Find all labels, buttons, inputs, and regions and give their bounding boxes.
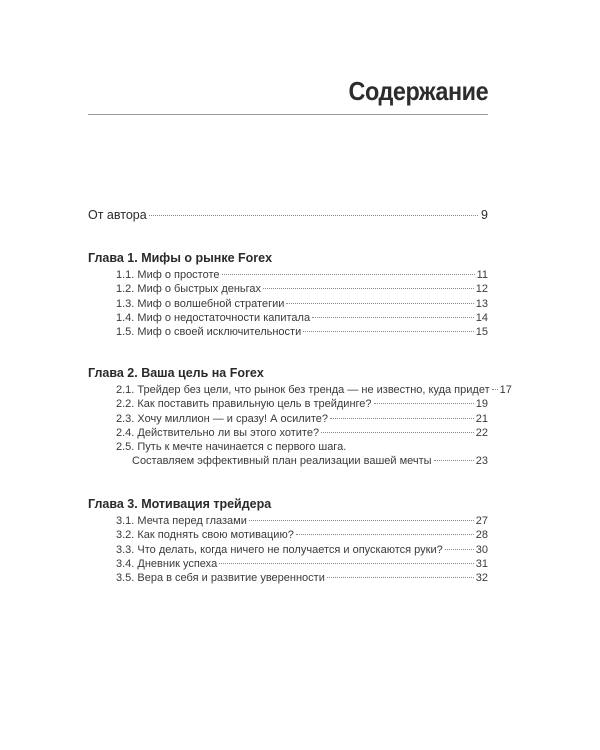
toc-entry-label: 3.3. Что делать, когда ничего не получается и опускаются руки? [116, 543, 443, 556]
toc-entry-page: 9 [481, 208, 488, 222]
toc-entry[interactable] [88, 426, 488, 440]
toc-entry[interactable] [88, 311, 488, 325]
toc-entry-page: 15 [475, 325, 488, 338]
toc-entry[interactable] [88, 282, 488, 296]
toc-entry-page: 31 [475, 557, 488, 570]
page-title: Содержание [348, 76, 488, 106]
toc-entry-page: 11 [476, 269, 488, 282]
toc-entry[interactable] [88, 297, 488, 311]
dot-leader [303, 331, 474, 332]
toc-entry[interactable] [88, 397, 488, 411]
toc-entry-page: 28 [475, 529, 488, 542]
dot-leader [330, 418, 474, 419]
toc-entry-label: 1.3. Миф о волшебной стратегии [116, 297, 285, 310]
dot-leader [327, 577, 474, 578]
dot-leader [296, 534, 474, 535]
dot-leader [286, 303, 473, 304]
dot-leader [445, 549, 474, 550]
toc-entry-label: 3.2. Как поднять свою мотивацию? [116, 529, 294, 542]
toc-entry-first-line[interactable]: 2.5. Путь к мечте начинается с первого шага. [116, 440, 347, 453]
toc-entry[interactable] [88, 268, 488, 282]
toc-entry-label: 2.4. Действительно ли вы этого хотите? [116, 426, 320, 439]
table-of-contents [88, 208, 512, 585]
toc-entry-label: 1.4. Миф о недостаточности капитала [116, 311, 311, 324]
toc-entry-label: 1.1. Миф о простоте [116, 269, 220, 282]
toc-entry-label: Составляем эффективный план реализации вашей мечты [132, 455, 432, 468]
dot-leader [263, 288, 474, 289]
toc-entry[interactable] [88, 383, 512, 397]
toc-entry-label: 2.1. Трейдер без цели, что рынок без тренда — не известно, куда придет [116, 384, 490, 397]
toc-entry[interactable] [88, 454, 488, 468]
toc-entry-author[interactable] [88, 208, 488, 222]
toc-entry[interactable] [88, 571, 488, 585]
toc-entry-page: 13 [475, 297, 488, 310]
toc-entry[interactable] [88, 412, 488, 426]
toc-entry-page: 27 [475, 515, 488, 528]
dot-leader [374, 403, 474, 404]
toc-entry[interactable] [88, 528, 488, 542]
toc-entry-page: 17 [499, 384, 512, 397]
toc-entry-page: 12 [475, 283, 488, 296]
toc-entry-page: 19 [475, 398, 488, 411]
toc-entry-page: 22 [475, 426, 488, 439]
toc-entry[interactable] [88, 557, 488, 571]
toc-entry-label: От автора [88, 208, 147, 222]
toc-entry[interactable] [88, 325, 488, 339]
toc-entry-page: 21 [475, 412, 488, 425]
dot-leader [492, 389, 498, 390]
dot-leader [219, 563, 474, 564]
toc-entry-label: 1.5. Миф о своей исключительности [116, 325, 302, 338]
toc-entry-label: 1.2. Миф о быстрых деньгах [116, 283, 262, 296]
toc-entry-page: 23 [475, 455, 488, 468]
toc-entry-label: 3.5. Вера в себя и развитие уверенности [116, 572, 325, 584]
toc-entry-label: 3.1. Мечта перед глазами [116, 515, 247, 528]
toc-entry-label: 2.3. Хочу миллион — и сразу! А осилите? [116, 412, 328, 425]
dot-leader [434, 460, 474, 461]
dot-leader [222, 274, 475, 275]
toc-entry-page: 14 [475, 311, 488, 324]
chapter-heading[interactable]: Глава 1. Мифы о рынке Forex [88, 251, 273, 266]
toc-entry-label: 3.4. Дневник успеха [116, 557, 218, 570]
dot-leader [149, 215, 478, 216]
toc-entry[interactable] [88, 543, 488, 557]
toc-entry-page: 32 [475, 572, 488, 584]
chapter-heading[interactable]: Глава 2. Ваша цель на Forex [88, 366, 264, 381]
dot-leader [249, 520, 474, 521]
dot-leader [321, 432, 474, 433]
toc-entry-label: 2.2. Как поставить правильную цель в трейдинге? [116, 398, 372, 411]
toc-entry[interactable] [88, 514, 488, 528]
dot-leader [312, 317, 474, 318]
toc-entry-page: 30 [475, 543, 488, 556]
title-rule [88, 114, 488, 115]
chapter-heading[interactable]: Глава 3. Мотивация трейдера [88, 497, 272, 512]
